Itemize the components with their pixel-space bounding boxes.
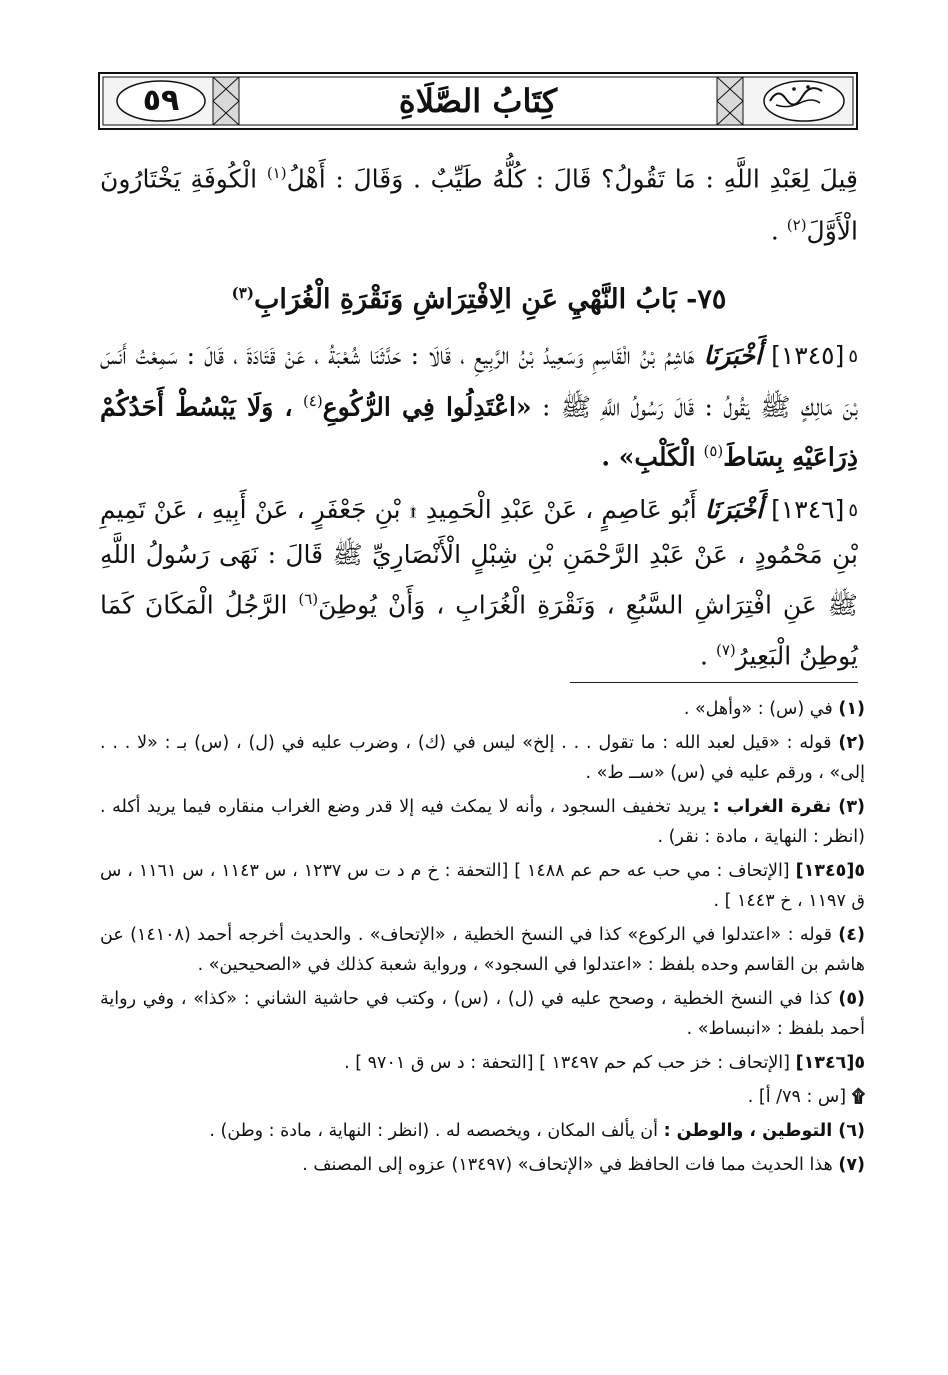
hadith-marker: ٥ — [848, 346, 858, 368]
hadith-matn-c: الْكَلْبِ» . — [601, 442, 696, 472]
footnote-label: (٤) — [838, 925, 865, 945]
footnote-ref-5[interactable]: (٥) — [703, 442, 724, 461]
transmission-verb: أَخْبَرَنَا — [703, 340, 762, 370]
hadith-text: أَبُو عَاصِمٍ ، عَنْ عَبْدِ الْحَمِيدِ ۩ بْنِ جَعْفَرٍ ، عَنْ أَبِيهِ ، عَنْ تَمِيمِ بْنِ مَحْمُودٍ ، عَنْ عَبْدِ الرَّحْمَنِ بْنِ شِبْلٍ الْأَنْصَارِيِّ ﷺ قَالَ : نَهَى رَسُولُ اللَّهِ ﷺ عَنِ افْتِرَاشِ السَّبُعِ ، وَنَقْرَةِ الْغُرَابِ ، وَأَنْ يُوطِنَ — [100, 494, 858, 620]
hadith-1346 — [100, 488, 858, 678]
hadith-matn-b: ، وَلَا يَبْسُطْ أَحَدُكُمْ ذِرَاعَيْهِ بِسَاطَ — [100, 392, 858, 472]
footnote-label: (٥) — [838, 989, 865, 1009]
book-title: كِتَابُ الصَّلَاةِ — [398, 82, 558, 120]
page-number: ٥٩ — [142, 83, 180, 118]
hadith-number: [١٣٤٦] — [771, 494, 845, 524]
hadith-number: [١٣٤٥] — [771, 340, 845, 370]
footnote-item — [100, 856, 865, 916]
footnote-text: هذا الحديث مما فات الحافظ في «الإتحاف» (١٣٤٩٧) عزوه إلى المصنف . — [302, 1155, 833, 1175]
footnote-item — [100, 1150, 865, 1180]
footnote-label: (٣) نقرة الغراب : — [712, 797, 865, 817]
footnote-ref-3[interactable]: (٣) — [231, 283, 254, 302]
footnote-ref-1[interactable]: (١) — [266, 164, 287, 182]
book-seal-logo — [766, 81, 842, 121]
footnote-label: (٢) — [838, 733, 865, 753]
footnote-text: [الإتحاف : مي حب عه حم عم ١٤٨٨ ] [التحفة : خ م د ت س ١٢٣٧ ، س ١١٤٣ ، س ١١٦١ ، س ق ١١٩٧ ، خ ١٤٤٣ ] . — [100, 861, 865, 911]
footnote-text: [الإتحاف : خز حب كم حم ١٣٤٩٧ ] [التحفة : د س ق ٩٧٠١ ] . — [344, 1053, 790, 1073]
chapter-title: ٧٥- بَابُ النَّهْيِ عَنِ الِافْتِرَاشِ وَنَقْرَةِ الْغُرَابِ — [253, 283, 727, 315]
chapter-heading — [100, 269, 858, 324]
footnote-text: يريد تخفيف السجود ، وأنه لا يمكث فيه إلا قدر وضع الغراب منقاره فيما يريد أكله . (انظر : النهاية ، مادة : نقر) . — [100, 797, 865, 847]
intro-text-end: الْكُوفَةِ يَخْتَارُونَ — [100, 164, 258, 194]
footnote-text: [س : ٧٩/ أ] . — [747, 1087, 847, 1107]
hadith-matn-a: «اعْتَدِلُوا فِي الرُّكُوعِ — [322, 392, 532, 422]
footnotes — [100, 694, 865, 1184]
intro-paragraph: قِيلَ لِعَبْدِ اللَّهِ : مَا تَقُولُ؟ قَالَ : كُلُّهُ طَيِّبٌ . وَقَالَ : أَهْلُ$^{(١)}$ الْكُوفَةِ يَخْتَارُونَ الْأَوَّلَ$^{(٢)}$ . — [100, 164, 858, 246]
main-text — [100, 150, 858, 686]
intro-text-2: الْأَوَّلَ — [806, 216, 858, 246]
footnote-item — [100, 984, 865, 1044]
footnote-item — [100, 1116, 865, 1146]
footnote-ref-4[interactable]: (٤) — [302, 392, 323, 411]
hadith-1345 — [100, 334, 858, 480]
footnote-label: ٥[١٣٤٥] — [795, 861, 865, 881]
intro-text: قِيلَ لِعَبْدِ اللَّهِ : مَا تَقُولُ؟ قَالَ : كُلُّهُ طَيِّبٌ . وَقَالَ : أَهْلُ — [286, 164, 858, 194]
footnote-item — [100, 694, 865, 724]
hadith-isnad: هَاشِمُ بْنُ الْقَاسِمِ وَسَعِيدُ بْنُ الرَّبِيعِ ، قَالَا : حَدَّثَنَا شُعْبَةُ ، عَنْ قَتَادَةَ ، قَالَ : سَمِعْتُ أَنَسَ بْنَ مَالِكٍ ﷺ يَقُولُ : قَالَ رَسُولُ اللَّهِ ﷺ : — [100, 340, 858, 422]
footnote-text: أن يألف المكان ، ويخصصه له . (انظر : النهاية ، مادة : وطن) . — [209, 1121, 658, 1141]
seal-calligraphy-icon — [766, 81, 826, 111]
footnote-ref-2[interactable]: (٢) — [786, 216, 807, 235]
footnote-text: في (س) : «وأهل» . — [683, 699, 833, 719]
footnote-label: (١) — [838, 699, 865, 719]
footnote-divider — [570, 682, 858, 683]
footnote-item — [100, 1082, 865, 1112]
footnote-label: ٥[١٣٤٦] — [795, 1053, 865, 1073]
transmission-verb: أَخْبَرَنَا — [704, 494, 764, 524]
footnote-ref-6[interactable]: (٦) — [298, 590, 319, 609]
footnote-text: قوله : «اعتدلوا في الركوع» كذا في النسخ الخطية ، «الإتحاف» . والحديث أخرجه أحمد (١٤١٠٨) عن هاشم بن القاسم وحده بلفظ : «اعتدلوا في السجود» ، ورواية شعبة كذلك في «الصحيحين» . — [100, 925, 865, 975]
hadith-text-c: . — [700, 640, 708, 670]
page-header — [98, 72, 858, 130]
footnote-text: كذا في النسخ الخطية ، وصحح عليه في (ل) ، (س) ، وكتب في حاشية الشاني : «كذا» ، وفي رواية أحمد بلفظ : «انبساط» . — [100, 989, 865, 1039]
footnote-item — [100, 728, 865, 788]
footnote-label: (٦) التوطين ، والوطن : — [663, 1121, 865, 1141]
footnote-item — [100, 920, 865, 980]
footnote-ref-7[interactable]: (٧) — [715, 640, 736, 659]
hadith-marker: ٥ — [848, 500, 859, 522]
footnote-label: (٧) — [838, 1155, 865, 1175]
footnote-text: قوله : «قيل لعبد الله : ما تقول . . . إلخ» ليس في (ك) ، وضرب عليه في (ل) ، (س) بـ : «لا . . . إلى» ، ورقم عليه في (س) «ســ ط» . — [100, 733, 865, 783]
footnote-item — [100, 1048, 865, 1078]
footnote-label: ۩ — [851, 1087, 865, 1107]
hadith-text-b: الرَّجُلُ الْمَكَانَ كَمَا يُوطِنُ الْبَعِيرُ — [100, 590, 858, 670]
footnote-item — [100, 792, 865, 852]
